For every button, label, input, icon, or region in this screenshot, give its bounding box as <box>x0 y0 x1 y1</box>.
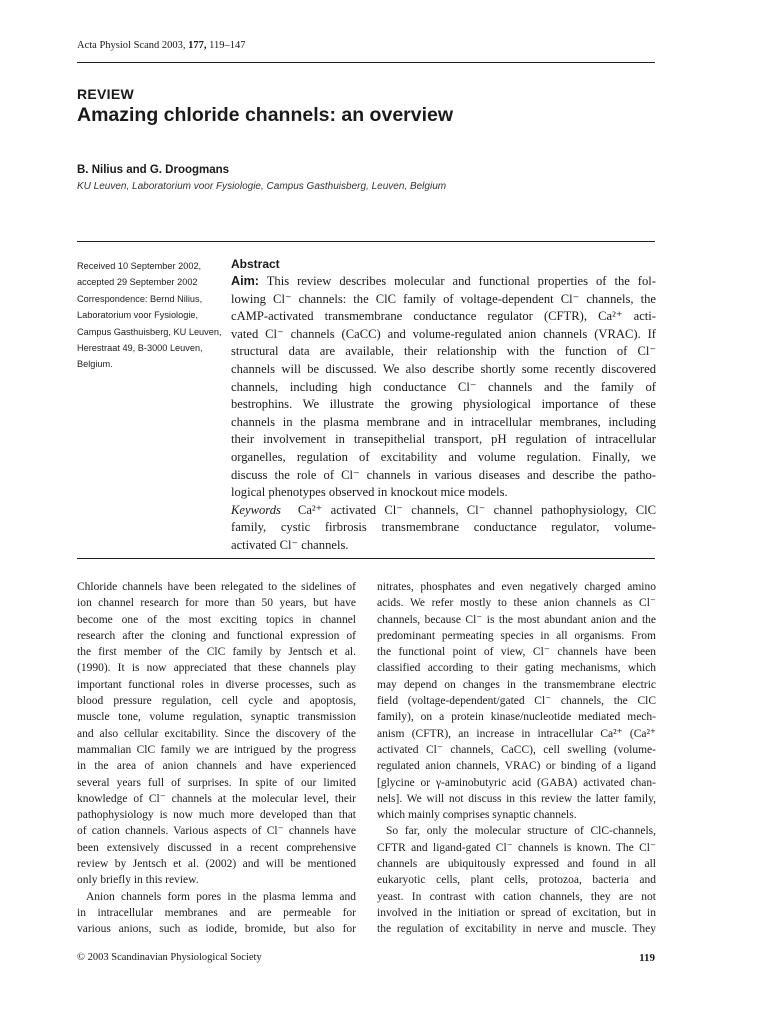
body-text-line: regulated anion channels, VRAC) or binding of a ligand <box>377 760 656 773</box>
section-label: REVIEW <box>77 86 135 102</box>
sidebar-line: Received 10 September 2002, <box>77 261 202 271</box>
body-text-line: the functional point of view, Cl⁻ channels have been <box>377 646 656 659</box>
body-text-line: channels are ubiquitously expressed and found in all <box>377 858 656 871</box>
body-text-line: of cation channels. Various aspects of Cl⁻ channels have <box>77 825 356 838</box>
abstract <box>231 257 656 555</box>
body-text-line: eukaryotic cells, plant cells, protozoa, bacteria and <box>377 874 656 887</box>
body-left-column <box>77 579 356 938</box>
abstract-line: channels will be discussed. We also describe shortly some recently discovered <box>231 361 656 376</box>
affiliation: KU Leuven, Laboratorium voor Fysiologie, Campus Gasthuisberg, Leuven, Belgium <box>77 181 447 192</box>
abstract-line: bestrophins. We illustrate the growing physiological importance of these <box>231 397 656 412</box>
body-text-line: only briefly in this review. <box>77 874 199 887</box>
journal-pages: 119–147 <box>209 40 246 51</box>
body-text-line: blood pressure regulation, cell cycle and apoptosis, <box>77 695 356 708</box>
body-text-line: in the area of anion channels and have experienced <box>77 760 356 773</box>
abstract-line: structural data are available, their relationship with the function of Cl⁻ <box>231 344 656 359</box>
body-text-line: Anion channels form pores in the plasma lemma and <box>86 890 356 903</box>
body-text-line: nitrates, phosphates and even negatively charged amino <box>377 581 656 593</box>
keywords-line: Keywords Ca²⁺ activated Cl⁻ channels, Cl⁻ channel pathophysiology, ClC <box>231 502 656 517</box>
body-text-line: various anions, such as iodide, bromide, but also for <box>77 923 356 936</box>
body-text-line: knowledge of Cl⁻ channels at the molecular level, their <box>77 792 356 805</box>
body-text-line: anism (CFTR), an increase in intracellular Ca²⁺ (Ca²⁺ <box>377 727 656 740</box>
abstract-line: channels in the plasma membrane and in intracellular membranes, including <box>231 414 656 429</box>
abstract-heading: Abstract <box>231 257 280 271</box>
body-text-line: family), on a protein kinase/nucleotide mediated mech- <box>377 711 656 724</box>
abstract-top-divider <box>77 241 655 242</box>
journal-name: Acta Physiol Scand 2003, <box>77 40 186 51</box>
body-text-line: acids. We refer mostly to these anion channels as Cl⁻ <box>377 597 656 610</box>
body-text-line: yeast. In contrast with cation channels, they are not <box>377 890 656 903</box>
body-text-line: important functional roles in diverse processes, such as <box>77 678 356 691</box>
body-right-column <box>377 579 656 938</box>
body-text-line: may depend on changes in the transmembrane electric <box>377 678 656 691</box>
body-text-line: the first member of the ClC family by Jentsch et al. <box>77 646 356 659</box>
abstract-bottom-divider <box>77 558 655 559</box>
keywords-label: Keywords <box>231 502 281 517</box>
keywords-line: activated Cl⁻ channels. <box>231 537 349 552</box>
sidebar-line: Herestraat 49, B-3000 Leuven, <box>77 343 203 354</box>
body-text-line: channels, because Cl⁻ is the most abundant anion and the <box>377 613 656 626</box>
header-divider <box>77 62 655 63</box>
body-text-line: Chloride channels have been relegated to the sidelines of <box>77 581 356 593</box>
aim-label: Aim: <box>231 274 259 288</box>
abstract-line: Aim: This review describes molecular and functional properties of the fol- <box>231 274 656 288</box>
sidebar-line: Laboratorium voor Fysiologie, <box>77 310 199 321</box>
body-text-line: [glycine or γ-aminobutyric acid (GABA) activated chan- <box>377 776 656 789</box>
body-text-line: ion channel research for more than 50 years, but have <box>77 597 356 610</box>
body-text-line: So far, only the molecular structure of ClC-channels, <box>386 825 656 838</box>
body-text-line: pathophysiology is now much more developed than that <box>77 809 356 822</box>
body-text-line: the regulation of excitability in nerve and muscle. They <box>377 923 656 936</box>
abstract-line: organelles, regulation of excitability and volume regulation. Finally, we <box>231 449 656 464</box>
abstract-line: channels, including high conductance Cl⁻ channels and the family of <box>231 379 656 394</box>
page-number: 119 <box>639 952 655 964</box>
body-text-line: which mainly comprises synaptic channels. <box>377 809 577 822</box>
abstract-line: discuss the role of Cl⁻ channels in various diseases and describe the patho- <box>231 467 656 482</box>
journal-volume: 177, <box>188 40 207 51</box>
body-text-line: in intracellular membranes and are permeable for <box>77 906 356 919</box>
abstract-line: lowing Cl⁻ channels: the ClC family of voltage-dependent Cl⁻ channels, the <box>231 291 656 306</box>
journal-reference <box>77 40 246 51</box>
footer-copyright: © 2003 Scandinavian Physiological Society <box>77 952 262 963</box>
abstract-line: logical phenotypes observed in knockout mice models. <box>231 485 508 500</box>
body-text-line: and also cellular excitability. Since the discovery of the <box>77 727 356 740</box>
body-text-line: predominant permeating species in all organisms. From <box>377 629 656 642</box>
body-text-line: classified according to their gating mechanisms, which <box>377 662 656 675</box>
sidebar-line: Correspondence: Bernd Nilius, <box>77 293 203 304</box>
abstract-line: cAMP-activated transmembrane conductance regulator (CFTR), Ca²⁺ acti- <box>231 309 656 324</box>
body-text-line: nels]. We will not discuss in this review the latter family, <box>377 792 656 805</box>
keywords-line: family, cystic firbrosis transmembrane conductance regulator, volume- <box>231 520 656 535</box>
abstract-line: vated Cl⁻ channels (CaCC) and volume-regulated anion channels (VRAC). If <box>231 326 656 341</box>
body-text-line: muscle tone, volume regulation, synaptic transmission <box>77 711 356 724</box>
authors: B. Nilius and G. Droogmans <box>77 164 230 176</box>
body-text-line: activated Cl⁻ channels, CaCC), cell swelling (volume- <box>377 743 656 756</box>
body-text-line: become one of the most exciting topics in channel <box>77 613 356 626</box>
body-text-line: been extensively discussed in a recent comprehensive <box>77 841 356 854</box>
sidebar-line: Campus Gasthuisberg, KU Leuven, <box>77 326 222 337</box>
body-text-line: involved in the initiation or spread of excitation, but in <box>377 906 656 919</box>
body-text-line: mammalian ClC family we are intrigued by the progress <box>77 743 356 756</box>
body-text-line: review by Jentsch et al. (2002) and will be mentioned <box>77 858 356 871</box>
abstract-line: their involvement in transepithelial transport, pH regulation of intracellular <box>231 432 656 447</box>
article-info-sidebar <box>77 258 222 373</box>
body-text-line: field (voltage-dependent/gated Cl⁻ channels, the ClC <box>377 695 656 708</box>
body-text-line: several years full of surprises. In spite of our limited <box>77 776 356 789</box>
sidebar-line: Belgium. <box>77 359 113 370</box>
body-text-line: CFTR and ligand-gated Cl⁻ channels is known. The Cl⁻ <box>377 841 656 854</box>
body-text-line: (1990). It is now appreciated that these channels play <box>77 662 356 675</box>
sidebar-line: accepted 29 September 2002 <box>77 277 198 288</box>
article-title: Amazing chloride channels: an overview <box>77 104 454 126</box>
body-text-line: research after the cloning and functional expression of <box>77 629 356 642</box>
